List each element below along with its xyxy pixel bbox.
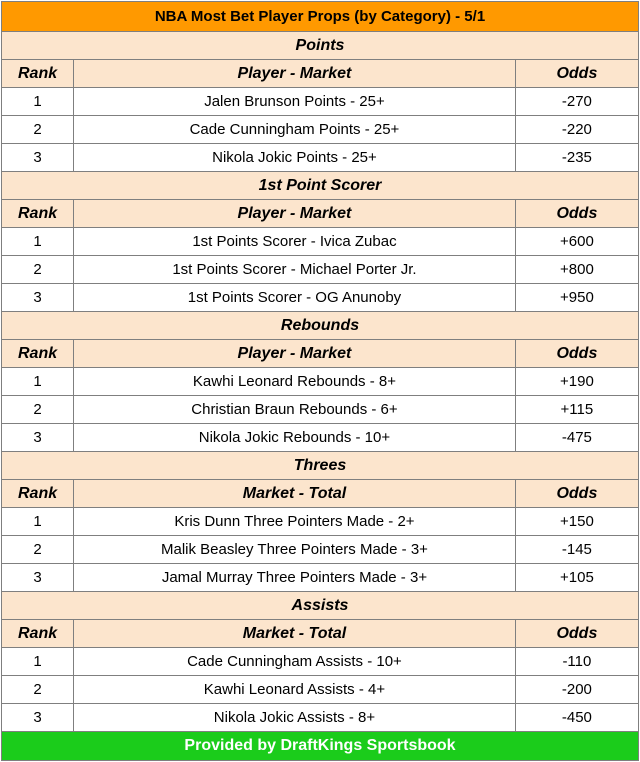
rank-cell: 2 bbox=[2, 676, 74, 704]
section-title: Points bbox=[2, 32, 639, 60]
rank-cell: 2 bbox=[2, 536, 74, 564]
market-cell: Nikola Jokic Rebounds - 10+ bbox=[74, 424, 516, 452]
table-row bbox=[2, 228, 639, 256]
section-row-points bbox=[2, 32, 639, 60]
header-rank: Rank bbox=[2, 480, 74, 508]
props-table-body bbox=[2, 2, 639, 761]
table-row bbox=[2, 564, 639, 592]
odds-cell: -235 bbox=[515, 144, 638, 172]
odds-cell: +950 bbox=[515, 284, 638, 312]
market-cell: Christian Braun Rebounds - 6+ bbox=[74, 396, 516, 424]
market-cell: Kawhi Leonard Assists - 4+ bbox=[74, 676, 516, 704]
market-cell: Nikola Jokic Points - 25+ bbox=[74, 144, 516, 172]
header-market: Market - Total bbox=[74, 620, 516, 648]
header-market: Player - Market bbox=[74, 340, 516, 368]
section-row-assists bbox=[2, 592, 639, 620]
rank-cell: 1 bbox=[2, 88, 74, 116]
market-cell: Kawhi Leonard Rebounds - 8+ bbox=[74, 368, 516, 396]
table-row bbox=[2, 424, 639, 452]
section-row-rebounds bbox=[2, 312, 639, 340]
odds-cell: -200 bbox=[515, 676, 638, 704]
market-cell: 1st Points Scorer - Ivica Zubac bbox=[74, 228, 516, 256]
odds-cell: -220 bbox=[515, 116, 638, 144]
odds-cell: +190 bbox=[515, 368, 638, 396]
section-title: 1st Point Scorer bbox=[2, 172, 639, 200]
table-row bbox=[2, 116, 639, 144]
market-cell: Cade Cunningham Assists - 10+ bbox=[74, 648, 516, 676]
header-rank: Rank bbox=[2, 340, 74, 368]
rank-cell: 3 bbox=[2, 144, 74, 172]
table-row bbox=[2, 88, 639, 116]
odds-cell: +115 bbox=[515, 396, 638, 424]
odds-cell: -110 bbox=[515, 648, 638, 676]
table-row bbox=[2, 648, 639, 676]
rank-cell: 1 bbox=[2, 228, 74, 256]
section-title: Threes bbox=[2, 452, 639, 480]
table-row bbox=[2, 508, 639, 536]
table-row bbox=[2, 368, 639, 396]
rank-cell: 2 bbox=[2, 116, 74, 144]
market-cell: Nikola Jokic Assists - 8+ bbox=[74, 704, 516, 732]
table-row bbox=[2, 144, 639, 172]
header-rank: Rank bbox=[2, 60, 74, 88]
header-odds: Odds bbox=[515, 340, 638, 368]
market-cell: Jamal Murray Three Pointers Made - 3+ bbox=[74, 564, 516, 592]
table-row bbox=[2, 704, 639, 732]
table-row bbox=[2, 256, 639, 284]
odds-cell: -270 bbox=[515, 88, 638, 116]
rank-cell: 3 bbox=[2, 284, 74, 312]
rank-cell: 3 bbox=[2, 704, 74, 732]
section-title: Rebounds bbox=[2, 312, 639, 340]
market-cell: Kris Dunn Three Pointers Made - 2+ bbox=[74, 508, 516, 536]
rank-cell: 2 bbox=[2, 396, 74, 424]
header-row bbox=[2, 340, 639, 368]
section-row-threes bbox=[2, 452, 639, 480]
rank-cell: 3 bbox=[2, 564, 74, 592]
header-odds: Odds bbox=[515, 60, 638, 88]
footer-credit: Provided by DraftKings Sportsbook bbox=[2, 732, 639, 761]
odds-cell: -145 bbox=[515, 536, 638, 564]
market-cell: Jalen Brunson Points - 25+ bbox=[74, 88, 516, 116]
table-row bbox=[2, 284, 639, 312]
odds-cell: -450 bbox=[515, 704, 638, 732]
market-cell: 1st Points Scorer - OG Anunoby bbox=[74, 284, 516, 312]
title-row bbox=[2, 2, 639, 32]
market-cell: 1st Points Scorer - Michael Porter Jr. bbox=[74, 256, 516, 284]
rank-cell: 2 bbox=[2, 256, 74, 284]
header-row bbox=[2, 200, 639, 228]
header-rank: Rank bbox=[2, 200, 74, 228]
table-row bbox=[2, 536, 639, 564]
section-title: Assists bbox=[2, 592, 639, 620]
section-row-1st-point-scorer bbox=[2, 172, 639, 200]
rank-cell: 1 bbox=[2, 508, 74, 536]
header-market: Player - Market bbox=[74, 200, 516, 228]
rank-cell: 1 bbox=[2, 648, 74, 676]
odds-cell: +600 bbox=[515, 228, 638, 256]
rank-cell: 1 bbox=[2, 368, 74, 396]
market-cell: Malik Beasley Three Pointers Made - 3+ bbox=[74, 536, 516, 564]
odds-cell: +150 bbox=[515, 508, 638, 536]
header-rank: Rank bbox=[2, 620, 74, 648]
header-market: Market - Total bbox=[74, 480, 516, 508]
header-odds: Odds bbox=[515, 620, 638, 648]
header-odds: Odds bbox=[515, 480, 638, 508]
odds-cell: -475 bbox=[515, 424, 638, 452]
odds-cell: +105 bbox=[515, 564, 638, 592]
header-row bbox=[2, 620, 639, 648]
props-table bbox=[1, 1, 639, 761]
header-row bbox=[2, 480, 639, 508]
footer-row bbox=[2, 732, 639, 761]
table-row bbox=[2, 396, 639, 424]
header-odds: Odds bbox=[515, 200, 638, 228]
odds-cell: +800 bbox=[515, 256, 638, 284]
table-row bbox=[2, 676, 639, 704]
market-cell: Cade Cunningham Points - 25+ bbox=[74, 116, 516, 144]
header-market: Player - Market bbox=[74, 60, 516, 88]
table-title: NBA Most Bet Player Props (by Category) - 5/1 bbox=[2, 2, 639, 32]
rank-cell: 3 bbox=[2, 424, 74, 452]
header-row bbox=[2, 60, 639, 88]
